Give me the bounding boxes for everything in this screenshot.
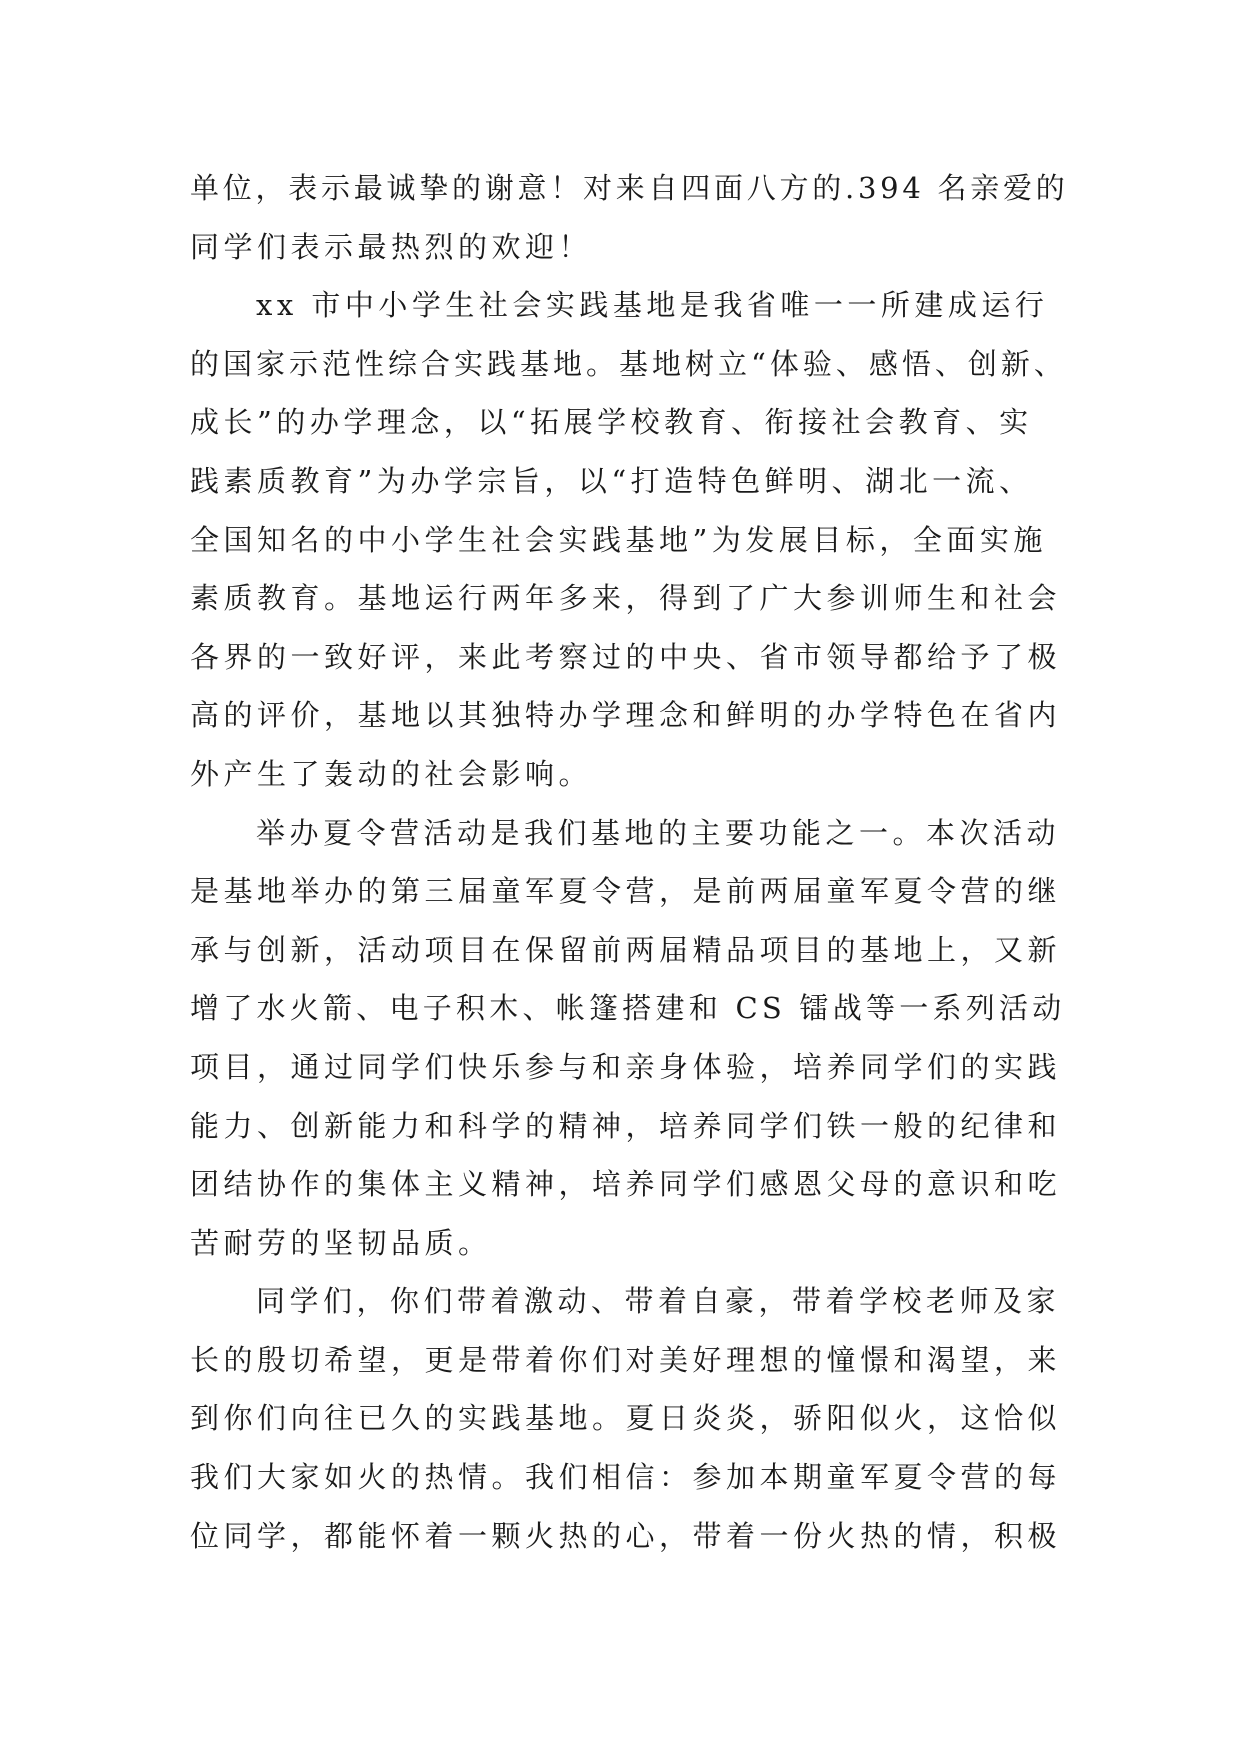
text-line: 承与创新，活动项目在保留前两届精品项目的基地上，又新 [190, 932, 1062, 967]
text-line: 苦耐劳的坚韧品质。 [190, 1225, 492, 1260]
paragraph-first-line: 举办夏令营活动是我们基地的主要功能之一。本次活动 [256, 815, 1061, 850]
text-line: 团结协作的集体主义精神，培养同学们感恩父母的意识和吃 [190, 1167, 1062, 1202]
text-line: 长的殷切希望，更是带着你们对美好理想的憧憬和渴望，来 [190, 1342, 1062, 1377]
text-line: 位同学，都能怀着一颗火热的心，带着一份火热的情，积极 [190, 1518, 1062, 1553]
text-line: 素质教育。基地运行两年多来，得到了广大参训师生和社会 [190, 581, 1062, 616]
text-line: 同学们表示最热烈的欢迎！ [190, 229, 593, 264]
document-body [190, 159, 1070, 1565]
text-line: 单位，表示最诚挚的谢意！对来自四面八方的.394 名亲爱的 [190, 171, 1069, 205]
text-line: 外产生了轰动的社会影响。 [190, 756, 593, 791]
text-line: 项目，通过同学们快乐参与和亲身体验，培养同学们的实践 [190, 1049, 1062, 1084]
text-line: 我们大家如火的热情。我们相信：参加本期童军夏令营的每 [190, 1460, 1062, 1495]
text-line: 是基地举办的第三届童军夏令营，是前两届童军夏令营的继 [190, 874, 1062, 909]
text-line: 到你们向往已久的实践基地。夏日炎炎，骄阳似火，这恰似 [190, 1401, 1062, 1436]
text-line: 成长”的办学理念，以“拓展学校教育、衔接社会教育、实 [190, 405, 1033, 440]
paragraph-first-line: 同学们，你们带着激动、带着自豪，带着学校老师及家 [256, 1284, 1061, 1319]
paragraph-first-line: xx 市中小学生社会实践基地是我省唯一一所建成运行 [256, 288, 1049, 323]
text-line: 全国知名的中小学生社会实践基地”为发展目标，全面实施 [190, 522, 1047, 557]
text-line: 的国家示范性综合实践基地。基地树立“体验、感悟、创新、 [190, 346, 1067, 381]
text-line: 各界的一致好评，来此考察过的中央、省市领导都给予了极 [190, 639, 1062, 674]
text-line: 高的评价，基地以其独特办学理念和鲜明的办学特色在省内 [190, 698, 1062, 733]
text-line: 增了水火箭、电子积木、帐篷搭建和 CS 镭战等一系列活动 [190, 991, 1066, 1026]
text-line: 践素质教育”为办学宗旨，以“打造特色鲜明、湖北一流、 [190, 463, 1033, 498]
text-line: 能力、创新能力和科学的精神，培养同学们铁一般的纪律和 [190, 1108, 1062, 1143]
